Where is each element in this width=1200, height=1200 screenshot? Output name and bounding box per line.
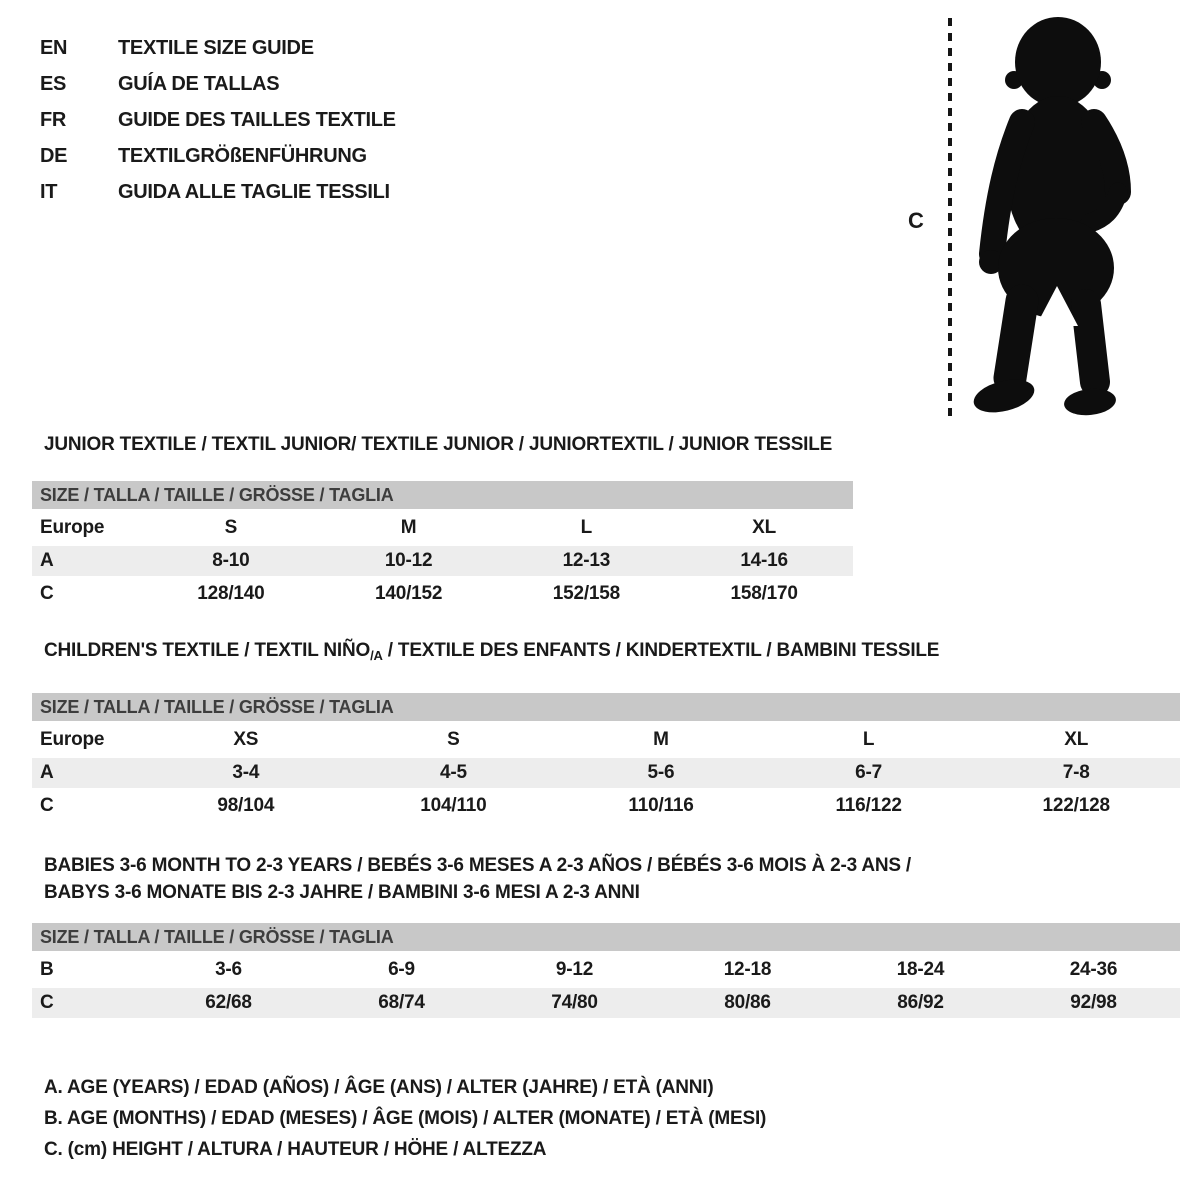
size-value-cell: 116/122 (835, 795, 902, 816)
section-title-line2: BABYS 3-6 MONATE BIS 2-3 JAHRE / BAMBINI 3-6 MESI A 2-3 ANNI (44, 882, 640, 903)
row-label: B (40, 959, 54, 980)
size-value-cell: 158/170 (730, 583, 798, 604)
guide-title: TEXTILGRÖßENFÜHRUNG (118, 144, 367, 167)
section-title (44, 640, 1180, 667)
size-value-cell: XS (233, 729, 259, 750)
language-code: EN (40, 36, 68, 59)
section-title-subscript: /A (370, 648, 383, 663)
row-label: Europe (40, 729, 105, 750)
size-value-cell: 104/110 (420, 795, 487, 816)
row-label: C (40, 583, 54, 604)
size-value-cell: 9-12 (555, 959, 594, 980)
guide-title: GUIDE DES TAILLES TEXTILE (118, 108, 396, 131)
language-code: DE (40, 144, 68, 167)
size-table-row (32, 758, 1180, 788)
size-table (32, 955, 1180, 1018)
row-label: C (40, 795, 54, 816)
row-label: A (40, 762, 54, 783)
size-value-cell: S (224, 517, 238, 538)
section-title-part: CHILDREN'S TEXTILE / TEXTIL NIÑO (44, 640, 371, 661)
size-value-cell: 152/158 (552, 583, 621, 604)
size-table-row (32, 988, 1180, 1018)
size-table (32, 725, 1180, 821)
size-value-cell: XL (752, 517, 777, 538)
size-value-cell: 80/86 (724, 992, 771, 1013)
size-value-cell: 7-8 (1062, 762, 1090, 783)
size-value-cell: L (580, 517, 593, 538)
size-table-row (32, 579, 853, 609)
baby-silhouette-icon (968, 16, 1136, 418)
size-header-bar: SIZE / TALLA / TAILLE / GRÖSSE / TAGLIA (32, 923, 1180, 951)
section-title: JUNIOR TEXTILE / TEXTIL JUNIOR/ TEXTILE JUNIOR / JUNIORTEXTIL / JUNIOR TESSILE (44, 434, 833, 455)
size-value-cell: 5-6 (647, 762, 675, 783)
size-table-row (32, 791, 1180, 821)
size-value-cell: 6-9 (388, 959, 415, 980)
size-value-cell: 6-7 (855, 762, 883, 783)
section-babies-textile (32, 852, 1180, 1021)
size-value-cell: 10-12 (384, 550, 433, 571)
row-label: C (40, 992, 54, 1013)
legend-age-years: A. AGE (YEARS) / EDAD (AÑOS) / ÂGE (ANS) / ALTER (JAHRE) / ETÀ (ANNI) (44, 1077, 714, 1098)
section-title-line1: BABIES 3-6 MONTH TO 2-3 YEARS / BEBÉS 3-6 MESES A 2-3 AÑOS / BÉBÉS 3-6 MOIS À 2-3 ANS / (44, 855, 912, 876)
height-measure-label: C (908, 208, 924, 233)
legend-age-months: B. AGE (MONTHS) / EDAD (MESES) / ÂGE (MOIS) / ALTER (MONATE) / ETÀ (MESI) (44, 1108, 767, 1129)
size-value-cell: 98/104 (217, 795, 275, 816)
language-code: ES (40, 72, 67, 95)
language-title-list (40, 30, 396, 210)
legend-height-cm: C. (cm) HEIGHT / ALTURA / HAUTEUR / HÖHE / ALTEZZA (44, 1139, 547, 1160)
section-childrens-textile (32, 640, 1180, 824)
section-junior-textile (32, 434, 853, 612)
language-code: FR (40, 108, 67, 131)
size-value-cell: XL (1064, 729, 1089, 750)
row-label: Europe (40, 517, 105, 538)
size-value-cell: 12-13 (562, 550, 611, 571)
size-table-row (32, 513, 853, 543)
size-header-bar: SIZE / TALLA / TAILLE / GRÖSSE / TAGLIA (32, 481, 853, 509)
size-value-cell: 3-6 (215, 959, 242, 980)
size-value-cell: 68/74 (378, 992, 425, 1013)
size-value-cell: 14-16 (740, 550, 788, 571)
size-value-cell: 110/116 (628, 795, 694, 816)
size-value-cell: 140/152 (374, 583, 443, 604)
size-header-bar: SIZE / TALLA / TAILLE / GRÖSSE / TAGLIA (32, 693, 1180, 721)
size-value-cell: 3-4 (232, 762, 260, 783)
size-value-cell: 18-24 (896, 959, 945, 980)
size-value-cell: 62/68 (205, 992, 252, 1013)
size-table-row (32, 955, 1180, 985)
language-row (40, 102, 396, 138)
section-title-part: / TEXTILE DES ENFANTS / KINDERTEXTIL / BAMBINI TESSILE (382, 640, 940, 661)
size-value-cell: 12-18 (723, 959, 772, 980)
row-label: A (40, 550, 54, 571)
size-value-cell: 24-36 (1069, 959, 1118, 980)
size-value-cell: L (862, 729, 875, 750)
size-table-row (32, 725, 1180, 755)
guide-title: TEXTILE SIZE GUIDE (118, 36, 314, 59)
height-measure-line (948, 18, 952, 416)
size-value-cell: M (400, 517, 417, 538)
measure-legend (44, 1072, 766, 1165)
size-value-cell: 4-5 (439, 762, 467, 783)
guide-title: GUIDA ALLE TAGLIE TESSILI (118, 180, 390, 203)
size-table (32, 513, 853, 609)
language-row (40, 30, 396, 66)
language-row (40, 66, 396, 102)
language-row (40, 174, 396, 210)
size-value-cell: M (653, 729, 669, 750)
language-code: IT (40, 180, 58, 203)
size-value-cell: 92/98 (1070, 992, 1117, 1013)
language-row (40, 138, 396, 174)
size-value-cell: S (447, 729, 460, 750)
size-value-cell: 86/92 (897, 992, 944, 1013)
size-value-cell: 74/80 (551, 992, 598, 1013)
size-value-cell: 128/140 (197, 583, 265, 604)
size-value-cell: 8-10 (212, 550, 250, 571)
size-value-cell: 122/128 (1042, 795, 1110, 816)
size-table-row (32, 546, 853, 576)
guide-title: GUÍA DE TALLAS (118, 72, 280, 95)
section-title (44, 852, 1180, 906)
